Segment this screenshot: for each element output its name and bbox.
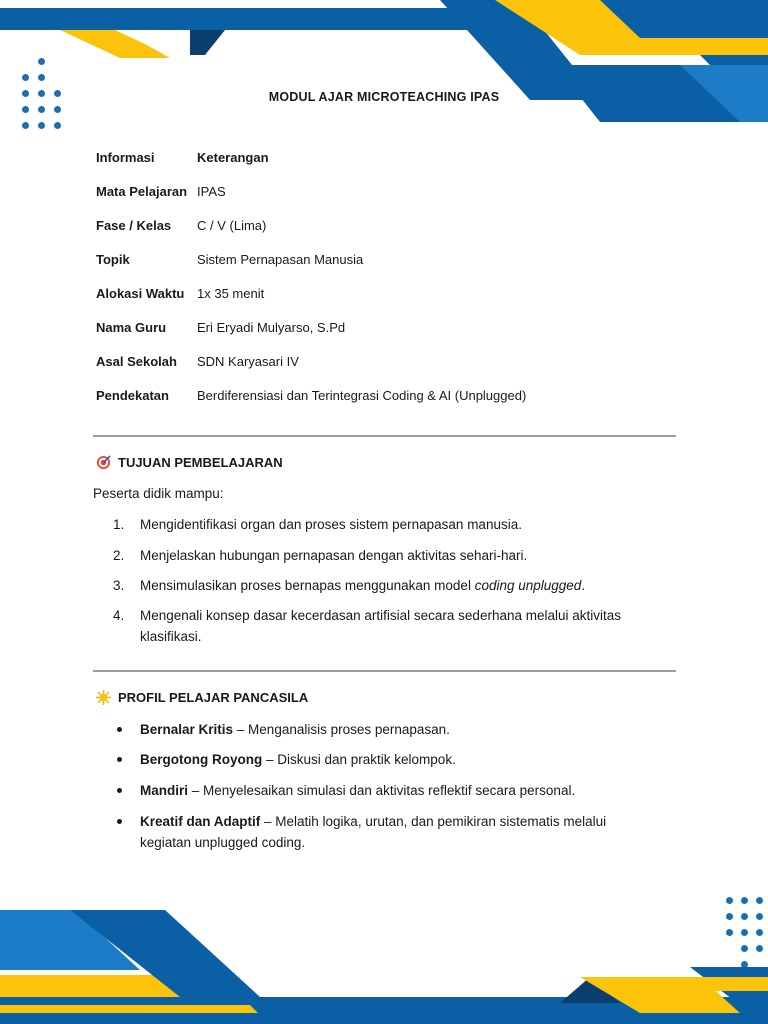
info-key: Pendekatan xyxy=(96,388,169,403)
info-value: 1x 35 menit xyxy=(197,286,265,301)
bullet xyxy=(117,757,122,762)
bullet xyxy=(117,727,122,732)
section-heading-text: PROFIL PELAJAR PANCASILA xyxy=(118,690,309,705)
list-text-part: Mensimulasikan proses bernapas menggunakan model xyxy=(140,578,475,593)
section-heading-tujuan xyxy=(96,455,283,470)
list-text-part: . xyxy=(581,578,586,593)
list-text-emphasis: coding unplugged xyxy=(474,578,582,593)
sun-icon xyxy=(96,690,111,705)
info-value: Keterangan xyxy=(197,150,269,165)
info-value: Berdiferensiasi dan Terintegrasi Coding & AI (Unplugged) xyxy=(197,388,527,403)
bullet xyxy=(117,788,122,793)
bullet xyxy=(117,819,122,824)
info-key: Topik xyxy=(96,252,130,267)
divider xyxy=(93,670,676,672)
info-key: Alokasi Waktu xyxy=(96,286,185,301)
list-number: 2. xyxy=(113,548,125,563)
list-text: Mengidentifikasi organ dan proses sistem pernapasan manusia. xyxy=(140,517,522,532)
list-text-bold: Mandiri xyxy=(140,783,189,798)
list-text: Menjelaskan hubungan pernapasan dengan aktivitas sehari-hari. xyxy=(140,548,528,563)
list-text xyxy=(140,749,665,770)
info-value: SDN Karyasari IV xyxy=(197,354,299,369)
info-value: IPAS xyxy=(197,184,226,199)
info-key: Asal Sekolah xyxy=(96,354,177,369)
info-key: Mata Pelajaran xyxy=(96,184,188,199)
list-text xyxy=(140,575,665,596)
list-text xyxy=(140,719,665,740)
info-key: Fase / Kelas xyxy=(96,218,172,233)
list-number: 4. xyxy=(113,608,125,623)
list-text-bold: Bergotong Royong xyxy=(140,752,263,767)
info-key: Nama Guru xyxy=(96,320,167,335)
bottom-decoration xyxy=(0,905,768,1024)
list-text-bold: Kreatif dan Adaptif xyxy=(140,814,261,829)
target-icon xyxy=(96,455,111,470)
list-number: 3. xyxy=(113,578,125,593)
list-text xyxy=(140,780,665,801)
list-text-line: kegiatan unplugged coding. xyxy=(140,835,306,850)
top-decoration xyxy=(0,0,768,130)
list-text-part: – Menyelesaikan simulasi dan aktivitas reflektif secara personal. xyxy=(188,783,576,798)
list-number: 1. xyxy=(113,517,125,532)
divider xyxy=(93,435,676,437)
section-heading-profil xyxy=(96,690,308,705)
info-value: C / V (Lima) xyxy=(197,218,267,233)
info-value: Sistem Pernapasan Manusia xyxy=(197,252,364,267)
page-title: MODUL AJAR MICROTEACHING IPAS xyxy=(268,90,500,104)
list-text-part: – Menganalisis proses pernapasan. xyxy=(233,722,450,737)
section-heading-text: TUJUAN PEMBELAJARAN xyxy=(118,455,283,470)
list-text-line: Mengenali konsep dasar kecerdasan artifisial secara sederhana melalui aktivitas xyxy=(140,608,622,623)
intro-text: Peserta didik mampu: xyxy=(93,486,224,501)
list-text xyxy=(140,605,665,647)
info-key: Informasi xyxy=(96,150,155,165)
list-text-bold: Bernalar Kritis xyxy=(140,722,234,737)
list-text xyxy=(140,811,665,853)
list-text-part: – Melatih logika, urutan, dan pemikiran sistematis melalui xyxy=(260,814,607,829)
list-text-line: klasifikasi. xyxy=(140,629,202,644)
info-value: Eri Eryadi Mulyarso, S.Pd xyxy=(197,320,346,335)
list-text-part: – Diskusi dan praktik kelompok. xyxy=(262,752,456,767)
